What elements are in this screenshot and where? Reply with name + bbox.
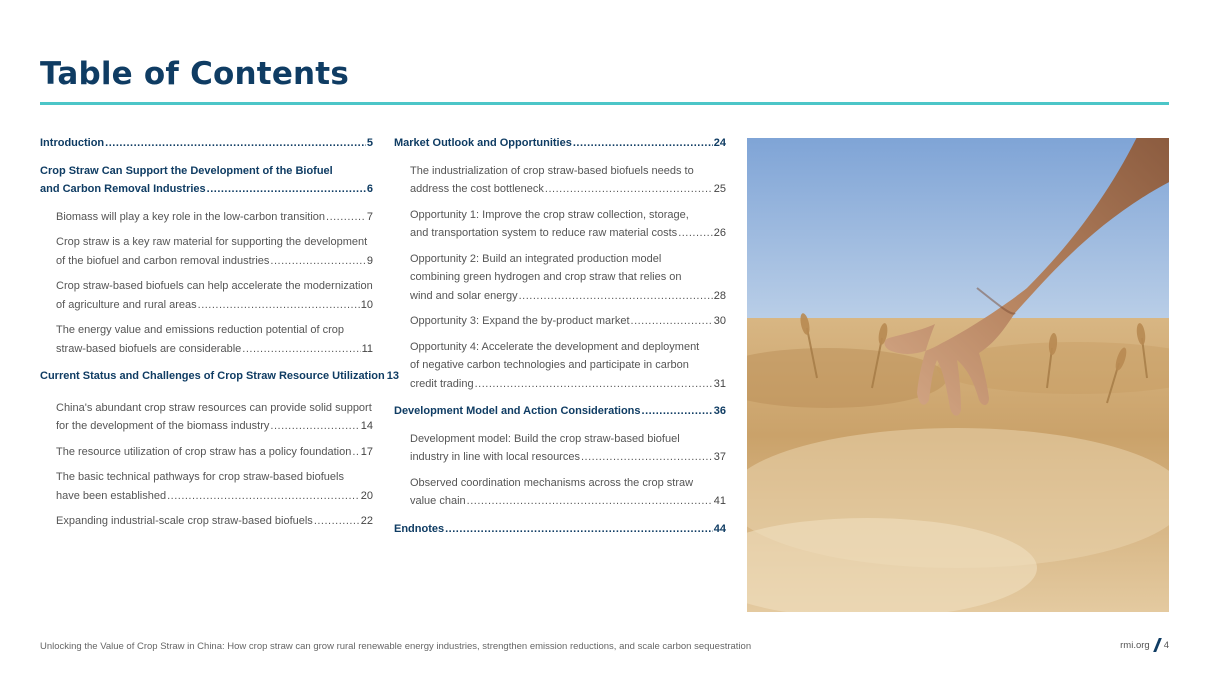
dot-leader <box>581 448 713 467</box>
dot-leader <box>198 296 360 315</box>
dot-leader <box>270 417 359 436</box>
toc-entry-text: Development Model and Action Considerations <box>394 405 641 417</box>
footer-site-link[interactable]: rmi.org <box>1120 639 1150 651</box>
toc-entry[interactable] <box>394 430 726 467</box>
toc-entry-text: of the biofuel and carbon removal industries <box>56 254 270 267</box>
toc-page-number: 26 <box>713 227 726 239</box>
dot-leader <box>678 224 713 243</box>
toc-entry-text: Opportunity 3: Expand the by-product market <box>410 315 630 327</box>
toc-entry-text: industry in line with local resources <box>410 451 580 463</box>
toc-entry-text: Crop straw-based biofuels can help accelerate the modernization <box>56 280 373 292</box>
toc-entry-text: Observed coordination mechanisms across the crop straw <box>410 476 694 489</box>
footer-page-number: 4 <box>1163 639 1169 651</box>
title-divider <box>40 102 1169 105</box>
toc-entry-text: of agriculture and rural areas <box>56 298 197 311</box>
toc-page-number: 5 <box>366 137 373 149</box>
toc-entry-text: Introduction <box>40 137 105 149</box>
toc-entry-text: straw-based biofuels are considerable <box>56 342 242 355</box>
toc-entry-text: Opportunity 1: Improve the crop straw collection, storage, <box>410 208 689 221</box>
toc-page-number: 6 <box>366 183 373 195</box>
toc-entry[interactable] <box>40 208 373 227</box>
toc-page-number: 9 <box>366 254 373 267</box>
dot-leader <box>167 487 360 506</box>
toc-page-number: 28 <box>713 289 726 302</box>
dot-leader <box>270 252 365 271</box>
toc-entry-text: Crop Straw Can Support the Development of the Biofuel <box>40 164 333 177</box>
toc-entry-text: for the development of the biomass industry <box>56 420 270 432</box>
toc-entry-text: and transportation system to reduce raw material costs <box>410 227 678 239</box>
toc-entry[interactable] <box>40 512 373 531</box>
dot-leader <box>326 208 366 227</box>
dot-leader <box>314 512 360 531</box>
toc-entry-text: The energy value and emissions reduction potential of crop <box>56 324 345 336</box>
dot-leader <box>475 375 713 394</box>
dot-leader <box>545 180 713 199</box>
dot-leader <box>105 134 366 153</box>
dot-leader <box>467 492 713 511</box>
toc-entry[interactable] <box>394 134 726 153</box>
toc-column-left <box>40 134 399 531</box>
toc-entry[interactable] <box>40 277 373 314</box>
toc-entry-text: Biomass will play a key role in the low-carbon transition <box>56 210 326 223</box>
dot-leader <box>631 312 713 331</box>
toc-entry-text: Opportunity 4: Accelerate the development and deployment <box>410 340 700 353</box>
slash-logo-icon <box>1153 638 1162 652</box>
toc-entry-text: combining green hydrogen and crop straw that relies on <box>410 271 682 283</box>
dot-leader <box>519 287 713 306</box>
dot-leader <box>642 402 713 421</box>
toc-entry[interactable] <box>40 134 373 153</box>
footer-site-page <box>1120 638 1169 652</box>
toc-entry-text: credit trading <box>410 377 474 390</box>
toc-page-number: 22 <box>360 515 373 527</box>
toc-entry-text: wind and solar energy <box>410 289 518 302</box>
toc-page-number: 41 <box>713 495 726 507</box>
toc-page-number: 24 <box>713 137 726 149</box>
toc-entry-text: The industrialization of crop straw-based biofuels needs to <box>410 164 694 177</box>
toc-entry[interactable] <box>394 474 726 511</box>
toc-page-number: 31 <box>713 377 726 390</box>
wheat-field-hand-photo <box>747 138 1169 612</box>
toc-page-number: 37 <box>713 451 726 463</box>
toc-entry-text: The resource utilization of crop straw has a policy foundation <box>56 445 352 458</box>
toc-entry-text: of negative carbon technologies and participate in carbon <box>410 359 689 371</box>
toc-page-number: 13 <box>386 370 399 382</box>
dot-leader <box>445 520 713 539</box>
toc-entry[interactable] <box>394 312 726 331</box>
toc-entry-text: Development model: Build the crop straw-based biofuel <box>410 432 680 445</box>
dot-leader <box>352 443 359 462</box>
toc-entry[interactable] <box>394 338 726 394</box>
toc-page-number: 10 <box>360 298 373 311</box>
toc-entry[interactable] <box>40 443 373 462</box>
toc-entry[interactable] <box>394 520 726 539</box>
toc-entry[interactable] <box>394 250 726 306</box>
toc-entry-text: Expanding industrial-scale crop straw-based biofuels <box>56 515 313 527</box>
toc-entry-text: The basic technical pathways for crop straw-based biofuels <box>56 471 344 483</box>
toc-entry[interactable] <box>394 402 726 421</box>
toc-entry-text: Market Outlook and Opportunities <box>394 137 572 149</box>
toc-page-number: 44 <box>713 522 726 535</box>
toc-entry[interactable] <box>40 233 373 270</box>
toc-entry[interactable] <box>40 367 399 386</box>
toc-entry[interactable] <box>40 321 373 358</box>
toc-entry-text: Crop straw is a key raw material for supporting the development <box>56 236 368 248</box>
toc-entry-text: Current Status and Challenges of Crop Straw Resource Utilization <box>40 370 385 382</box>
toc-column-right <box>394 134 726 538</box>
toc-entry-text: value chain <box>410 495 466 507</box>
toc-page-number: 11 <box>361 342 373 355</box>
toc-entry-text: China's abundant crop straw resources can provide solid support <box>56 401 372 414</box>
toc-page-number: 30 <box>713 315 726 327</box>
toc-entry[interactable] <box>40 162 373 199</box>
toc-page-number: 36 <box>713 405 726 417</box>
toc-page-number: 20 <box>360 489 373 502</box>
toc-page-number: 17 <box>360 445 373 458</box>
toc-entry[interactable] <box>40 399 373 436</box>
dot-leader <box>242 340 360 359</box>
toc-entry[interactable] <box>40 468 373 505</box>
toc-entry[interactable] <box>394 206 726 243</box>
toc-page-number: 25 <box>713 183 726 195</box>
toc-entry-text: and Carbon Removal Industries <box>40 183 206 195</box>
toc-entry-text: have been established <box>56 489 167 502</box>
toc-entry-text: Opportunity 2: Build an integrated production model <box>410 252 662 265</box>
toc-entry-text: Endnotes <box>394 522 445 535</box>
page-title: Table of Contents <box>40 56 349 92</box>
footer-report-title: Unlocking the Value of Crop Straw in China: How crop straw can grow rural renewable energy industries, strengthen emission reductions, and scale carbon sequestration <box>40 641 752 652</box>
dot-leader <box>573 134 713 153</box>
dot-leader <box>207 180 366 199</box>
toc-entry[interactable] <box>394 162 726 199</box>
toc-entry-text: address the cost bottleneck <box>410 183 544 195</box>
toc-page-number: 7 <box>366 210 373 223</box>
toc-page-number: 14 <box>360 420 373 432</box>
